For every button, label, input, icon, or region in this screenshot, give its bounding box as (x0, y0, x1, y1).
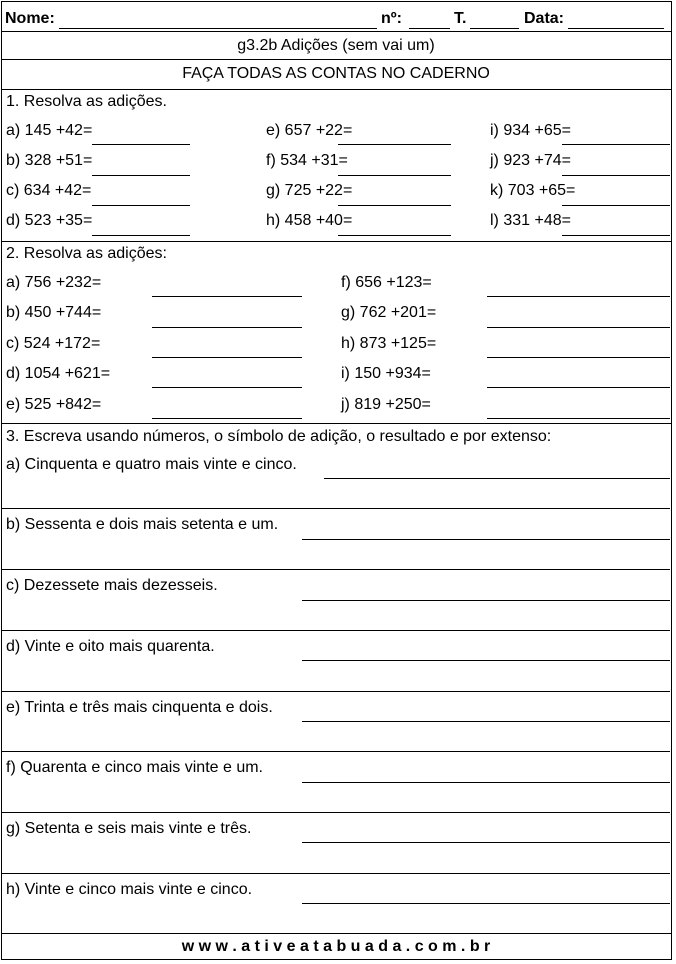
exercise-1h: h) 458 +40= (266, 212, 353, 229)
header-divider (2, 31, 671, 32)
answer-line-3c-1 (302, 600, 670, 601)
exercise-2h: h) 873 +125= (341, 335, 437, 352)
exercise-1e: e) 657 +22= (266, 122, 353, 139)
exercise-3a: a) Cinquenta e quatro mais vinte e cinco. (6, 456, 297, 473)
worksheet (1, 1, 672, 960)
exercise-2j: j) 819 +250= (341, 396, 431, 413)
answer-line-1i (562, 144, 670, 145)
title-divider (2, 59, 671, 60)
exercise-3d: d) Vinte e oito mais quarenta. (6, 638, 215, 655)
exercise-2g: g) 762 +201= (341, 304, 437, 321)
answer-line-3g-2 (2, 873, 670, 874)
answer-line-3a-2 (2, 508, 670, 509)
answer-line-2e (152, 418, 302, 419)
date-label: Data: (524, 10, 565, 27)
exercise-1l: l) 331 +48= (490, 212, 571, 229)
answer-line-3b-2 (2, 569, 670, 570)
exercise-1b: b) 328 +51= (6, 152, 93, 169)
answer-line-1l (562, 235, 670, 236)
answer-line-1j (562, 175, 670, 176)
answer-line-2a (152, 296, 302, 297)
footer-divider (2, 933, 671, 934)
answer-line-3f-2 (2, 812, 670, 813)
exercise-1k: k) 703 +65= (490, 182, 576, 199)
exercise-1j: j) 923 +74= (490, 152, 571, 169)
answer-line-3a-1 (324, 478, 670, 479)
footer-website: w w w . a t i v e a t a b u a d a . c o m . b r (181, 938, 491, 955)
answer-line-2f (487, 296, 670, 297)
exercise-3c: c) Dezessete mais dezesseis. (6, 577, 218, 594)
answer-line-2b (152, 327, 302, 328)
worksheet-title: g3.2b Adições (sem vai um) (237, 37, 435, 54)
answer-line-1b (92, 175, 190, 176)
instruction: FAÇA TODAS AS CONTAS NO CADERNO (182, 65, 490, 82)
exercise-1a: a) 145 +42= (6, 122, 93, 139)
answer-line-3h-1 (302, 903, 670, 904)
exercise-3f: f) Quarenta e cinco mais vinte e um. (6, 759, 263, 776)
name-line (59, 28, 377, 29)
section1-heading: 1. Resolva as adições. (6, 93, 167, 110)
answer-line-2i (487, 387, 670, 388)
name-label: Nome: (5, 10, 55, 27)
answer-line-1c (92, 205, 190, 206)
exercise-1i: i) 934 +65= (490, 122, 571, 139)
answer-line-3f-1 (302, 782, 670, 783)
date-line (568, 28, 664, 29)
exercise-3e: e) Trinta e três mais cinquenta e dois. (6, 699, 273, 716)
answer-line-3e-2 (2, 751, 670, 752)
exercise-1c: c) 634 +42= (6, 182, 92, 199)
number-label: nº: (381, 10, 402, 27)
exercise-2i: i) 150 +934= (341, 365, 431, 382)
answer-line-2d (152, 387, 302, 388)
exercise-3g: g) Setenta e seis mais vinte e três. (6, 820, 252, 837)
exercise-1f: f) 534 +31= (266, 152, 348, 169)
answer-line-3e-1 (302, 721, 670, 722)
exercise-2c: c) 524 +172= (6, 335, 101, 352)
section2-divider (2, 423, 671, 424)
answer-line-3b-1 (302, 539, 670, 540)
answer-line-2g (487, 327, 670, 328)
answer-line-3c-2 (2, 630, 670, 631)
section1-divider (2, 241, 671, 242)
answer-line-2c (152, 357, 302, 358)
answer-line-2j (487, 418, 670, 419)
exercise-3h: h) Vinte e cinco mais vinte e cinco. (6, 881, 253, 898)
class-line (470, 28, 519, 29)
exercise-3b: b) Sessenta e dois mais setenta e um. (6, 516, 279, 533)
exercise-2f: f) 656 +123= (341, 274, 432, 291)
class-label: T. (454, 10, 467, 27)
answer-line-1h (338, 235, 451, 236)
answer-line-1e (338, 144, 451, 145)
answer-line-1f (338, 175, 451, 176)
exercise-2a: a) 756 +232= (6, 274, 102, 291)
number-line (409, 28, 450, 29)
answer-line-3d-2 (2, 691, 670, 692)
section3-heading: 3. Escreva usando números, o símbolo de adição, o resultado e por extenso: (6, 428, 552, 445)
section2-heading: 2. Resolva as adições: (6, 245, 167, 262)
exercise-1g: g) 725 +22= (266, 182, 353, 199)
answer-line-1k (562, 205, 670, 206)
exercise-2e: e) 525 +842= (6, 396, 102, 413)
answer-line-3g-1 (302, 842, 670, 843)
exercise-2d: d) 1054 +621= (6, 365, 111, 382)
answer-line-1a (92, 144, 190, 145)
exercise-1d: d) 523 +35= (6, 212, 93, 229)
exercise-2b: b) 450 +744= (6, 304, 102, 321)
answer-line-1d (92, 235, 190, 236)
answer-line-2h (487, 357, 670, 358)
instruction-divider (2, 89, 671, 90)
answer-line-3d-1 (302, 660, 670, 661)
answer-line-1g (338, 205, 451, 206)
